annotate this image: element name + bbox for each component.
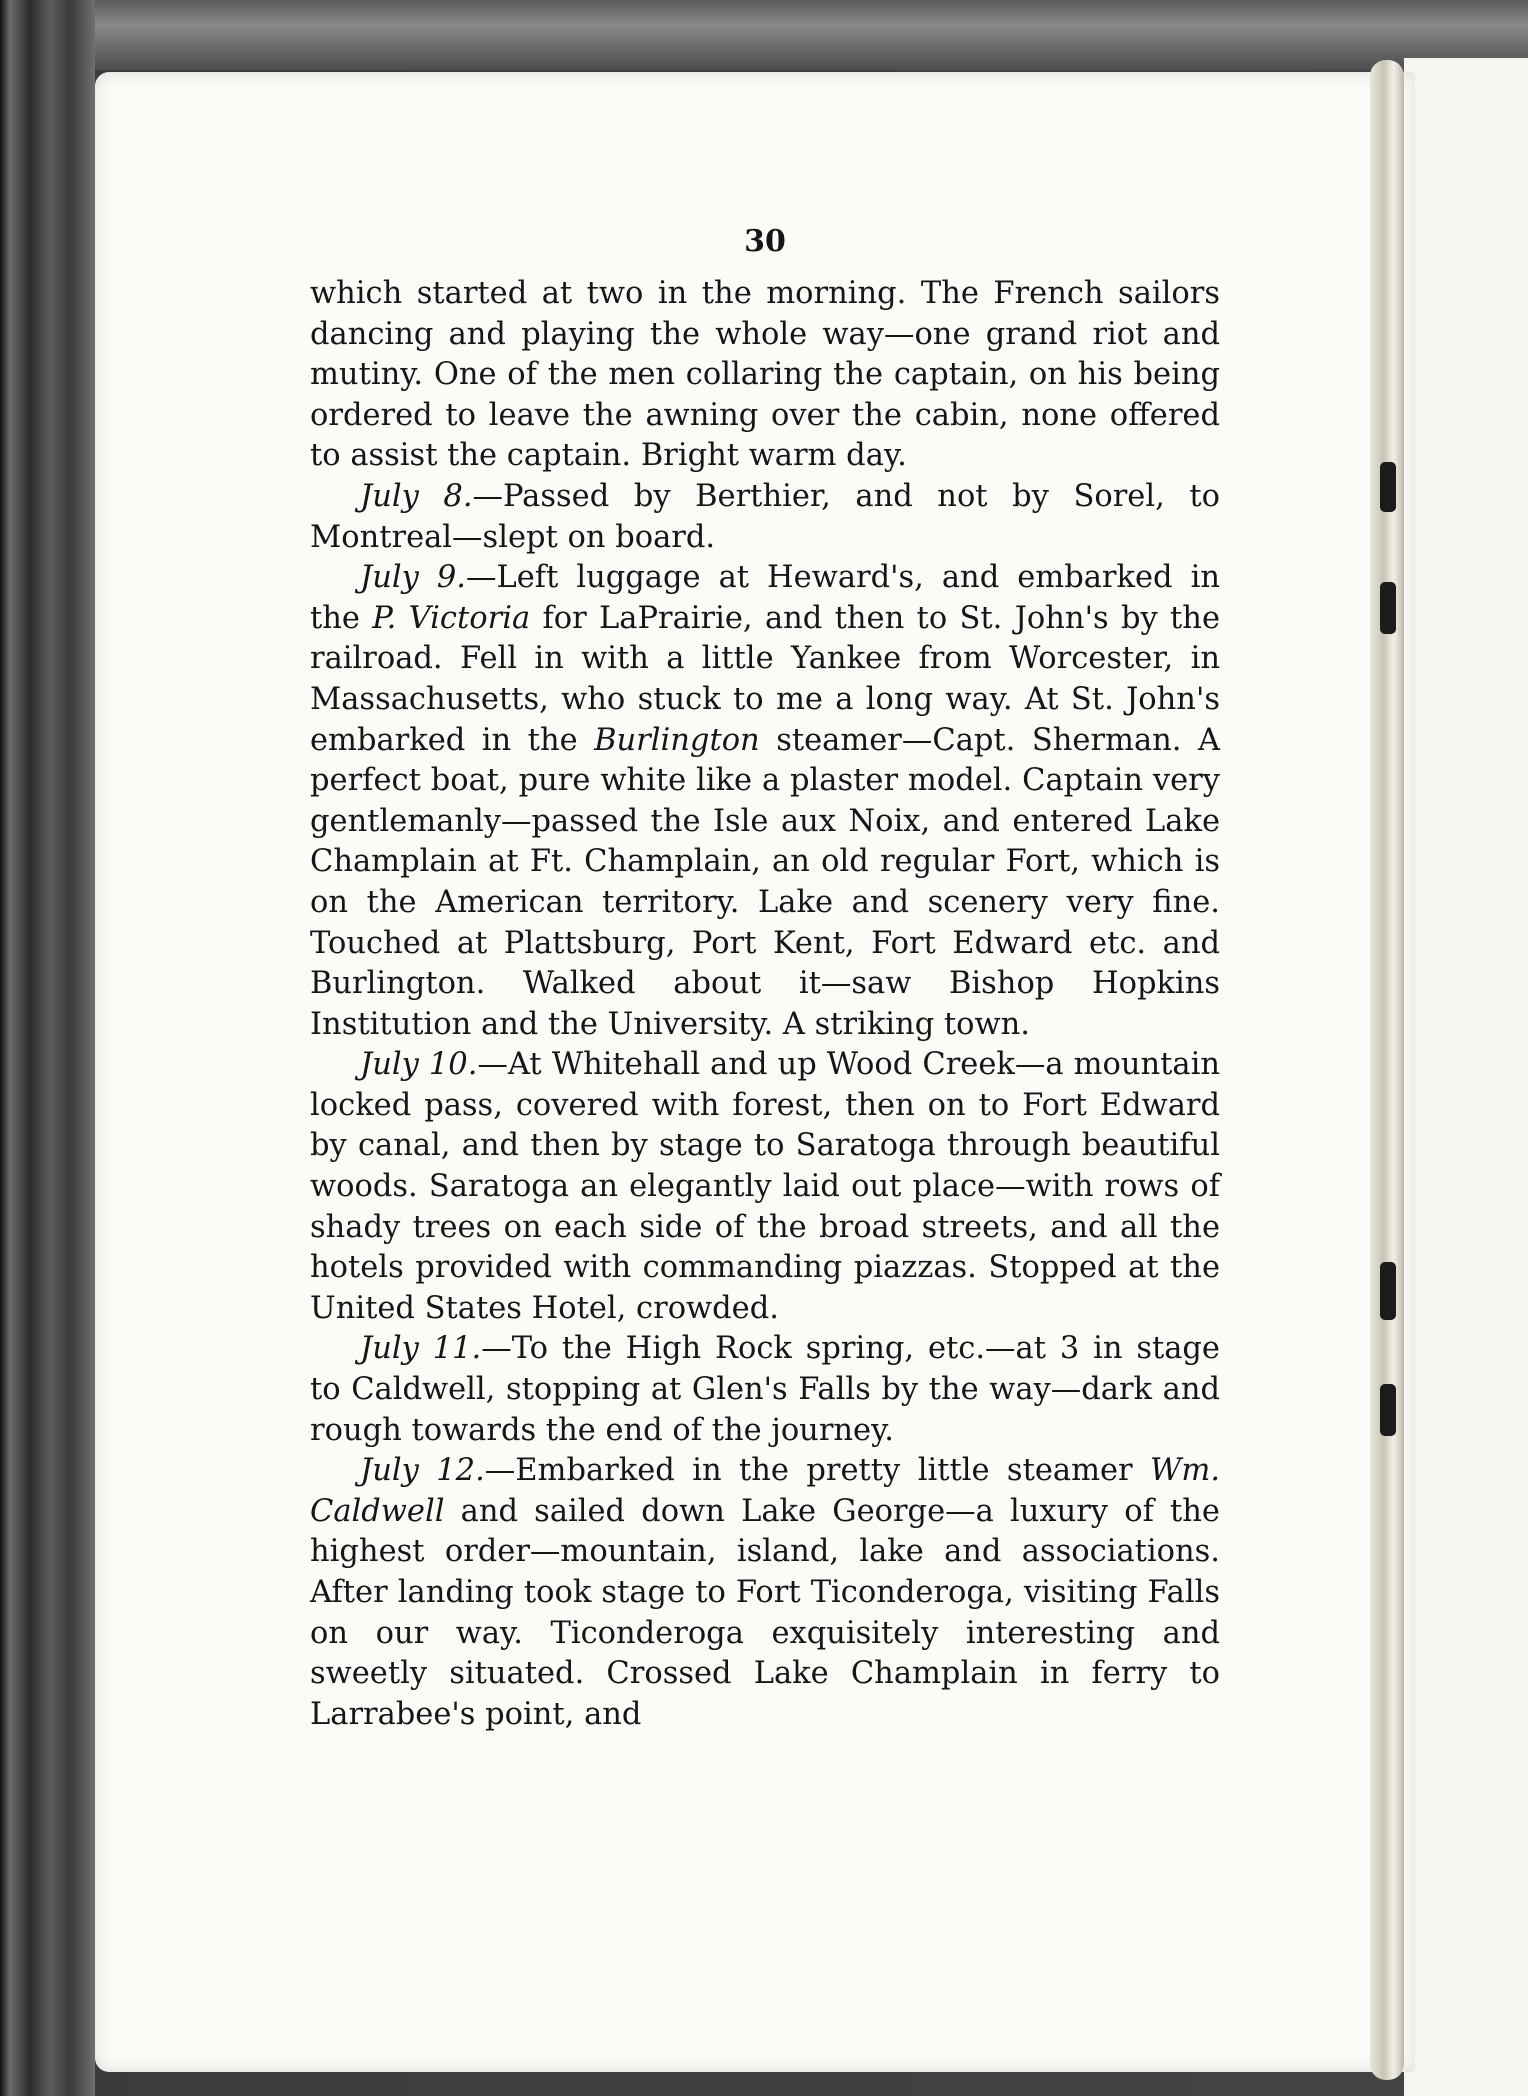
- entry-date: July 11.: [360, 1331, 482, 1367]
- entry-date: July 8.: [360, 478, 473, 514]
- page-number: 30: [744, 224, 786, 259]
- opening-paragraph: which started at two in the morning. The French sailors dancing and playing the whole way—one grand riot and mutiny. One of the men collaring the captain, on his being ordered to leave the awning over the cabin, none offered to assist the captain. Bright warm day.: [310, 276, 1220, 474]
- entry-text: steamer—Capt. Sherman. A perfect boat, pure white like a plaster model. Captain very gentlemanly—passed the Isle aux Noix, and entered Lake Champlain at Ft. Champlain, an old regular Fort, which is on the American territory. Lake and scenery very fine. Touched at Plattsburg, Port Kent, Fort Edward etc. and Burlington. Walked about it—saw Bishop Hopkins Institution and the University. A striking town.: [310, 722, 1220, 1042]
- page-text: [310, 222, 1220, 1735]
- binding-stitch: [1380, 1384, 1396, 1436]
- vessel-name: Burlington: [594, 722, 760, 758]
- journal-entries: [310, 477, 1220, 1735]
- entry-date: July 9.: [360, 560, 466, 596]
- vessel-name: Wm. Caldwell: [310, 1453, 1221, 1529]
- entry-text: —Left luggage at Heward's, and embarked in the: [310, 560, 1220, 636]
- entry-text: and sailed down Lake George—a luxury of the highest order—mountain, island, lake and associations. After landing took stage to Fort Ticonderoga, visiting Falls on our way. Ticonderoga exquisitely interesting and sweetly situated. Crossed Lake Champlain in ferry to Larrabee's point, and: [310, 1493, 1220, 1732]
- facing-page-edge: [1404, 58, 1528, 2096]
- entry-date: July 12.: [360, 1453, 485, 1489]
- binding-stitch: [1380, 1262, 1396, 1320]
- entry-text: —Passed by Berthier, and not by Sorel, to Montreal—slept on board.: [310, 478, 1220, 555]
- binding-stitch: [1380, 582, 1396, 634]
- binding-stitch: [1380, 462, 1396, 512]
- entry-text: —Embarked in the pretty little steamer: [484, 1453, 1151, 1489]
- vessel-name: P. Victoria: [372, 600, 531, 636]
- journal-entry: [310, 1045, 1220, 1329]
- journal-entry: [310, 558, 1220, 1045]
- book-cover-top-edge: [0, 0, 1528, 70]
- entry-date: July 10.: [360, 1047, 478, 1083]
- book-cover-left-edge: [0, 0, 95, 2096]
- entry-text: —To the High Rock spring, etc.—at 3 in stage to Caldwell, stopping at Glen's Falls by the way—dark and rough towards the end of the journey.: [310, 1331, 1220, 1448]
- entry-text: for LaPrairie, and then to St. John's by the railroad. Fell in with a little Yankee from Worcester, in Massachusetts, who stuck to me a long way. At St. John's embarked in the: [310, 600, 1220, 758]
- entry-text: —At Whitehall and up Wood Creek—a mountain locked pass, covered with forest, then on to Fort Edward by canal, and then by stage to Saratoga through beautiful woods. Saratoga an elegantly laid out place—with rows of shady trees on each side of the broad streets, and all the hotels provided with commanding piazzas. Stopped at the United States Hotel, crowded.: [310, 1047, 1220, 1326]
- journal-entry: [310, 477, 1220, 558]
- journal-entry: [310, 1451, 1220, 1735]
- binding-gutter: [1370, 60, 1404, 2080]
- journal-entry: [310, 1329, 1220, 1451]
